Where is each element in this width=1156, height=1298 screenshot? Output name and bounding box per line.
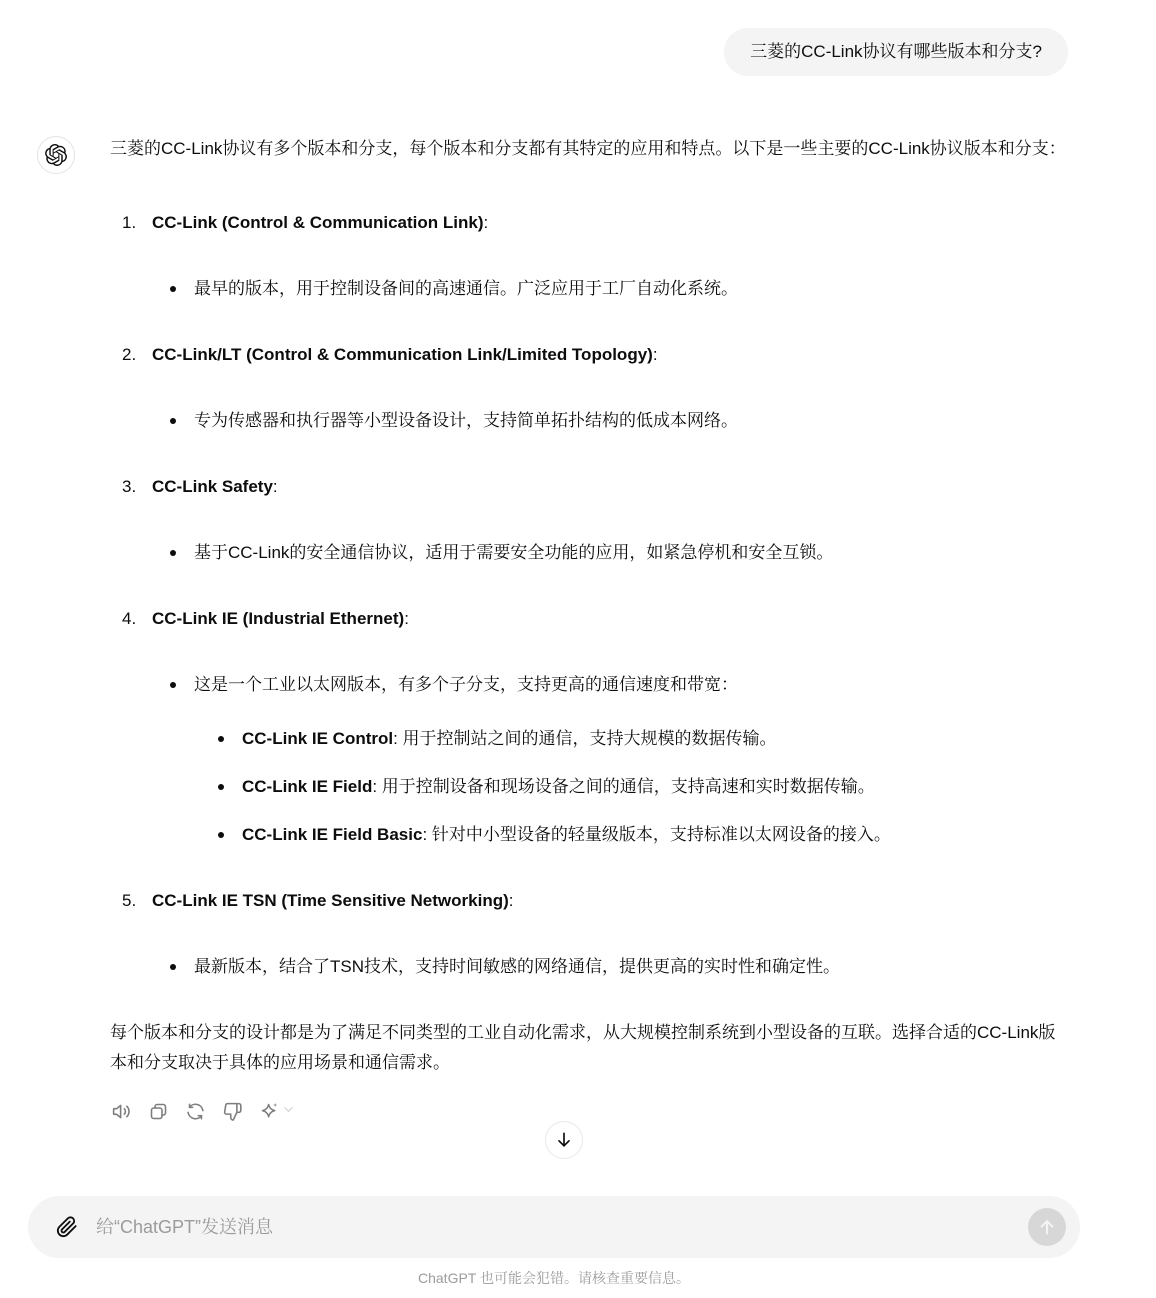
item-heading xyxy=(152,472,1068,502)
list-number: 3. xyxy=(122,477,137,496)
list-item-body xyxy=(152,886,1068,982)
read-aloud-button[interactable] xyxy=(106,1096,136,1126)
disclaimer-text: ChatGPT 也可能会犯错。请核查重要信息。 xyxy=(418,1270,690,1286)
bullet-marker xyxy=(218,736,224,742)
item-suffix: : xyxy=(508,891,514,910)
list-number: 4. xyxy=(122,609,137,628)
message-toolbar xyxy=(106,1096,1068,1126)
list-item-body xyxy=(152,208,1068,304)
item-heading xyxy=(152,208,1068,238)
intro-paragraph: 三菱的CC-Link协议有多个版本和分支，每个版本和分支都有其特定的应用和特点。以下是一些主要的CC-Link协议版本和分支： xyxy=(110,139,1066,158)
bullet-list xyxy=(152,406,1068,436)
user-message-row xyxy=(110,28,1068,76)
bullet-text: 最早的版本，用于控制设备间的高速通信。广泛应用于工厂自动化系统。 xyxy=(194,279,738,298)
regenerate-button[interactable] xyxy=(180,1096,210,1126)
bullet-marker xyxy=(170,964,176,970)
sub-bullet-rest: : 用于控制站之间的通信，支持大规模的数据传输。 xyxy=(393,729,777,748)
bullet-marker xyxy=(170,286,176,292)
arrow-up-icon xyxy=(1037,1217,1057,1237)
sub-bullet-item xyxy=(218,724,891,754)
bullet-text: 专为传感器和执行器等小型设备设计，支持简单拓扑结构的低成本网络。 xyxy=(194,411,738,430)
list-item-2 xyxy=(122,340,1068,436)
list-number: 2. xyxy=(122,345,137,364)
bullet-text: 最新版本，结合了TSN技术，支持时间敏感的网络通信，提供更高的实时性和确定性。 xyxy=(194,957,840,976)
read-aloud-icon xyxy=(111,1101,132,1122)
list-item-body xyxy=(152,340,1068,436)
model-switch-sparkle-icon xyxy=(259,1101,280,1122)
bullet-content xyxy=(194,670,891,850)
arrow-down-icon xyxy=(554,1130,574,1150)
bullet-marker xyxy=(218,832,224,838)
copy-button[interactable] xyxy=(143,1096,173,1126)
bullet-item xyxy=(170,670,1068,850)
model-switch-button[interactable] xyxy=(254,1096,300,1126)
list-item-body xyxy=(152,604,1068,850)
openai-logo-icon xyxy=(45,144,67,166)
regenerate-icon xyxy=(185,1101,206,1122)
list-item-5 xyxy=(122,886,1068,982)
thumbs-down-icon xyxy=(222,1101,243,1122)
list-item-3 xyxy=(122,472,1068,568)
bullet-item xyxy=(170,406,1068,436)
copy-icon xyxy=(148,1101,169,1122)
bullet-marker xyxy=(218,784,224,790)
sub-bullet-title: CC-Link IE Field Basic xyxy=(242,825,423,844)
outro-paragraph: 每个版本和分支的设计都是为了满足不同类型的工业自动化需求，从大规模控制系统到小型设备的互联。选择合适的CC-Link版本和分支取决于具体的应用场景和通信需求。 xyxy=(110,1023,1056,1072)
sub-bullet-title: CC-Link IE Control xyxy=(242,729,394,748)
item-title: CC-Link (Control & Communication Link) xyxy=(152,213,484,232)
bullet-item xyxy=(170,538,1068,568)
user-message-bubble: 三菱的CC-Link协议有哪些版本和分支? xyxy=(724,28,1068,76)
list-item-4 xyxy=(122,604,1068,850)
composer-bar[interactable] xyxy=(28,1196,1080,1258)
item-title: CC-Link IE TSN (Time Sensitive Networking) xyxy=(152,891,509,910)
list-number: 1. xyxy=(122,213,137,232)
list-item-body xyxy=(152,472,1068,568)
scroll-to-bottom-button[interactable] xyxy=(545,1121,583,1159)
bullet-list xyxy=(152,952,1068,982)
bullet-marker xyxy=(170,418,176,424)
attach-file-button[interactable] xyxy=(50,1210,84,1244)
thumbs-down-button[interactable] xyxy=(217,1096,247,1126)
chatgpt-avatar xyxy=(37,136,75,174)
bullet-item xyxy=(170,274,1068,304)
bullet-list xyxy=(152,274,1068,304)
item-heading xyxy=(152,886,1068,916)
item-title: CC-Link/LT (Control & Communication Link/Limited Topology) xyxy=(152,345,653,364)
version-list xyxy=(110,208,1068,982)
chevron-wrap xyxy=(281,1102,296,1120)
item-title: CC-Link IE (Industrial Ethernet) xyxy=(152,609,405,628)
bullet-item xyxy=(170,952,1068,982)
assistant-message-content xyxy=(110,134,1068,1126)
item-suffix: : xyxy=(483,213,489,232)
bullet-list xyxy=(152,538,1068,568)
sub-bullet-item xyxy=(218,772,891,802)
sub-bullet-list xyxy=(194,724,891,850)
sub-bullet-text xyxy=(242,772,875,802)
sub-bullet-rest: : 针对中小型设备的轻量级版本，支持标准以太网设备的接入。 xyxy=(422,825,891,844)
send-button[interactable] xyxy=(1028,1208,1066,1246)
list-number: 5. xyxy=(122,891,137,910)
item-heading xyxy=(152,340,1068,370)
message-input[interactable] xyxy=(96,1217,1028,1238)
item-suffix: : xyxy=(272,477,278,496)
item-heading xyxy=(152,604,1068,634)
bullet-marker xyxy=(170,682,176,688)
sub-bullet-text xyxy=(242,820,891,850)
bullet-text: 这是一个工业以太网版本，有多个子分支，支持更高的通信速度和带宽： xyxy=(194,675,738,694)
bullet-marker xyxy=(170,550,176,556)
sub-bullet-rest: : 用于控制设备和现场设备之间的通信，支持高速和实时数据传输。 xyxy=(372,777,875,796)
bullet-text: 基于CC-Link的安全通信协议，适用于需要安全功能的应用，如紧急停机和安全互锁。 xyxy=(194,543,834,562)
item-suffix: : xyxy=(404,609,409,628)
item-title: CC-Link Safety xyxy=(152,477,273,496)
assistant-message-row xyxy=(110,134,1068,1126)
sub-bullet-item xyxy=(218,820,891,850)
list-item-1 xyxy=(122,208,1068,304)
item-suffix: : xyxy=(652,345,658,364)
bullet-list xyxy=(152,670,1068,850)
sub-bullet-title: CC-Link IE Field xyxy=(242,777,373,796)
sub-bullet-text xyxy=(242,724,777,754)
chevron-down-icon xyxy=(281,1102,296,1117)
paperclip-icon xyxy=(56,1216,78,1238)
